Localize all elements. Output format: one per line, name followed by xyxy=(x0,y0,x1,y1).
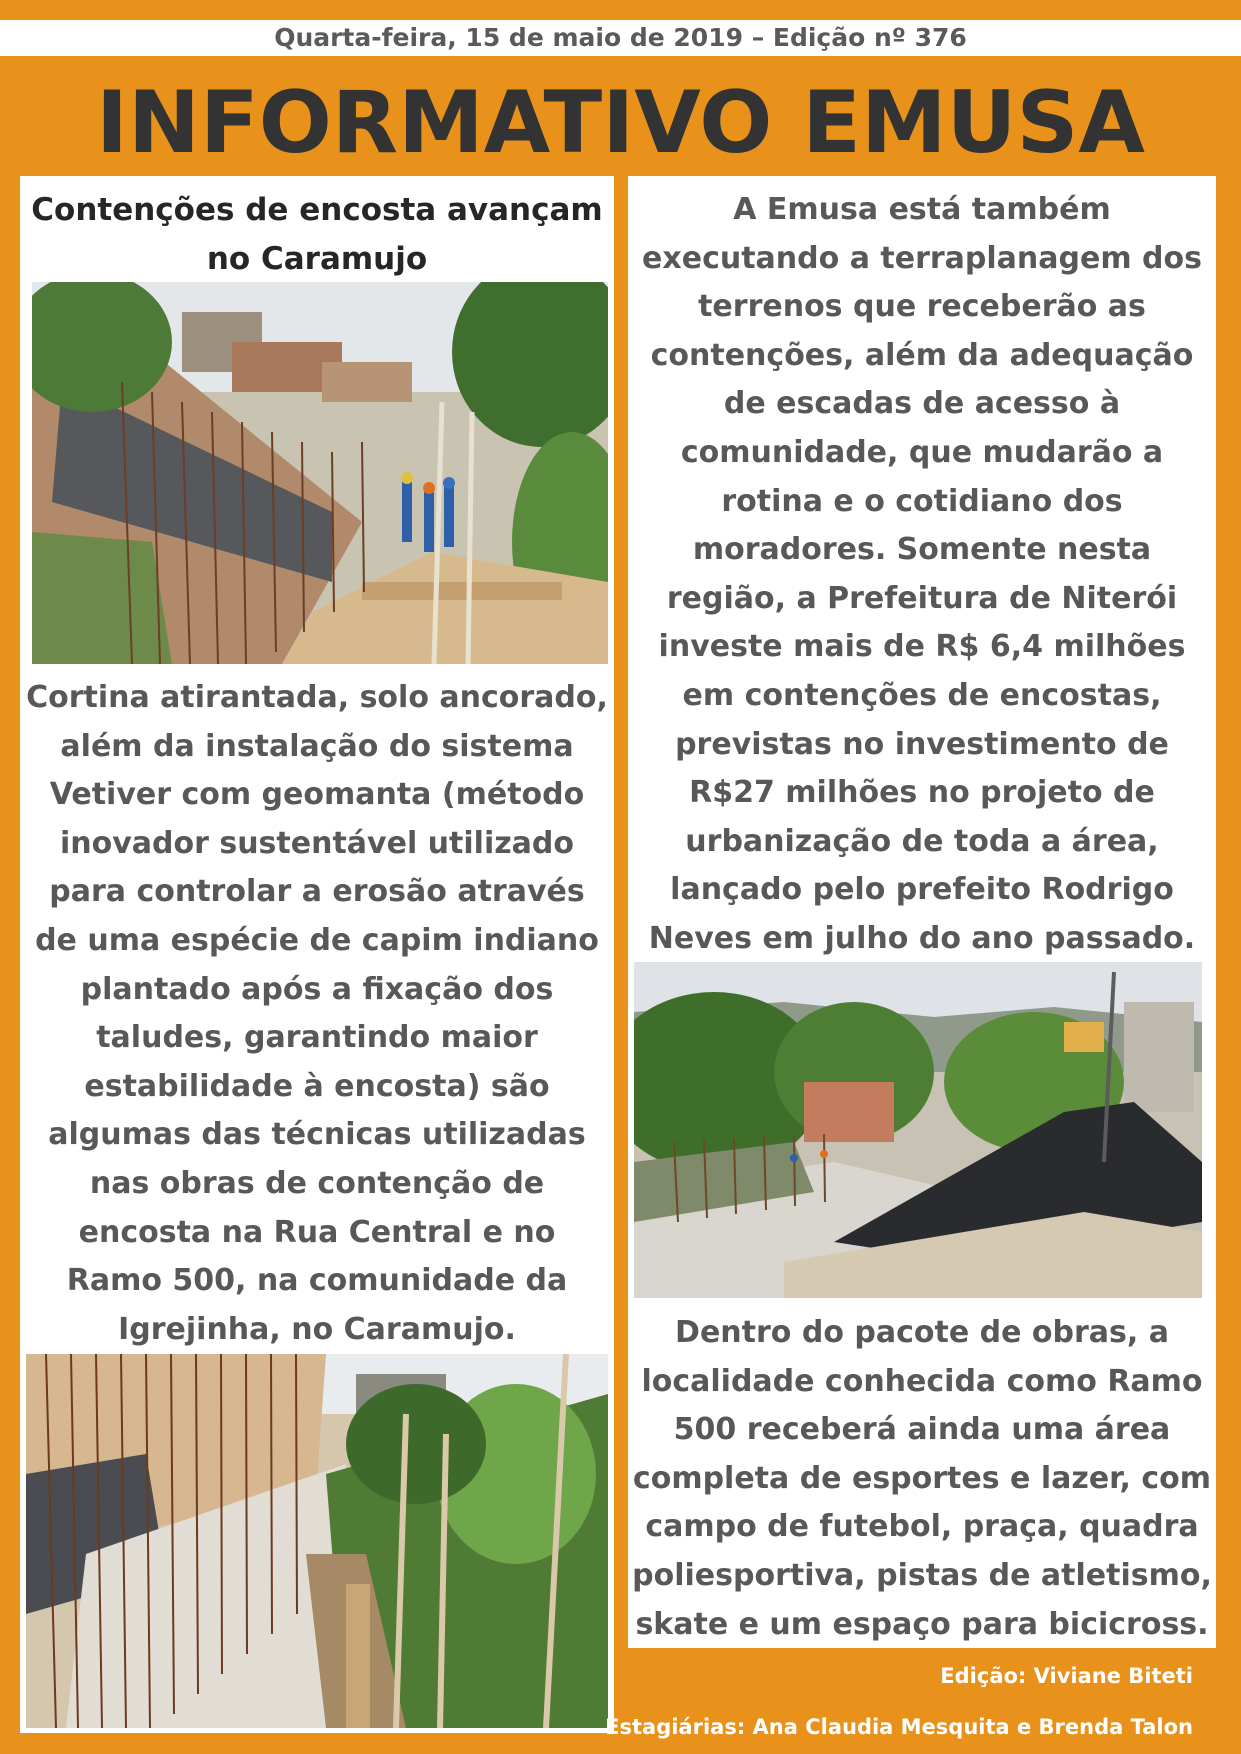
right-body-paragraph-2: Dentro do pacote de obras, a localidade conhecida como Ramo 500 receberá ainda uma área completa de esportes e lazer, com campo de futebol, praça, quadra poliesportiva, pistas de atletismo, skate e um espaço para bicicross. xyxy=(632,1315,1212,1642)
date-line: Quarta-feira, 15 de maio de 2019 – Edição nº 376 xyxy=(0,20,1241,56)
construction-photo-rebar-wall xyxy=(26,1354,608,1728)
editor-credit: Edição: Viviane Biteti xyxy=(940,1664,1193,1688)
construction-photo-workers xyxy=(32,282,608,664)
article-headline: Contenções de encosta avançam no Caramujo xyxy=(31,192,603,277)
interns-credit: Estagiárias: Ana Claudia Mesquita e Brenda Talon xyxy=(605,1715,1193,1739)
right-body-paragraph-1: A Emusa está também executando a terraplanagem dos terrenos que receberão as contenções, além da adequação de escadas de acesso à comunidade, que mudarão a rotina e o cotidiano dos moradores. Somente nesta região, a Prefeitura de Niterói investe mais de R$ 6,4 milhões em contenções de encostas, previstas no investimento de R$27 milhões no projeto de urbanização de toda a área, lançado pelo prefeito Rodrigo Neves em julho do ano passado. xyxy=(642,192,1202,956)
left-body-paragraph: Cortina atirantada, solo ancorado, além da instalação do sistema Vetiver com geomanta (método inovador sustentável utilizado para controlar a erosão através de uma espécie de capim indiano plantado após a fixação dos taludes, garantindo maior estabilidade à encosta) são algumas das técnicas utilizadas nas obras de contenção de encosta na Rua Central e no Ramo 500, na comunidade da Igrejinha, no Caramujo. xyxy=(26,680,608,1347)
masthead-title: INFORMATIVO EMUSA xyxy=(96,73,1145,173)
construction-photo-hillside xyxy=(634,962,1202,1298)
